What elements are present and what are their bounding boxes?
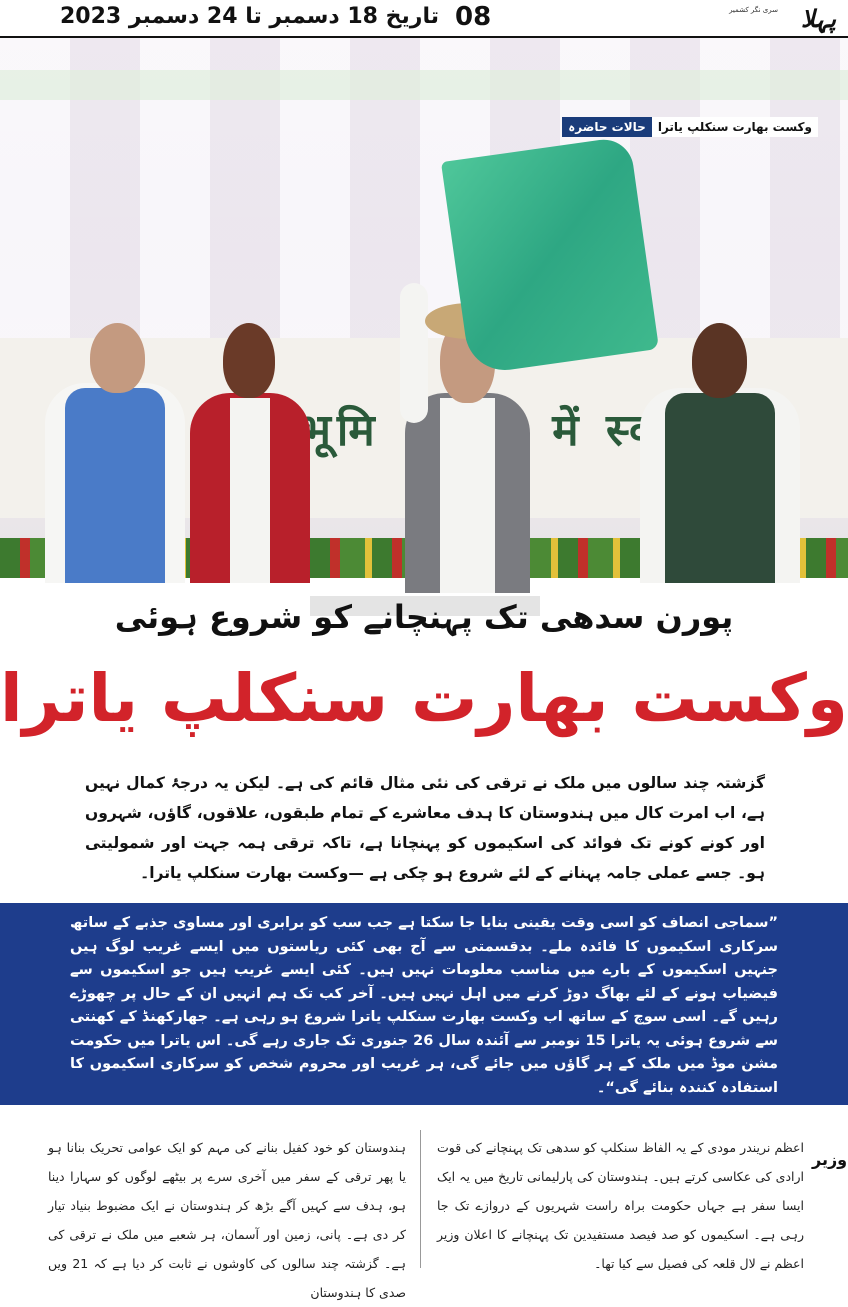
intro-paragraph: گزشتہ چند سالوں میں ملک نے ترقی کی نئی مثال قائم کی ہے۔ لیکن یہ درجۂ کمال نہیں ہے، اب امرت کال میں ہندوستان کا ہدف معاشرے کے تمام طبقوں، علاقوں، گاؤں، شہروں اور کونے کونے تک فوائد کی اسکیموں کو پہنچانا ہے، تاکہ ترقی ہمہ جہت اور شمولیتی ہو۔ جسے عملی جامہ پہنانے کے لئے شروع ہو چکی ہے —وکست بھارت سنکلپ یاترا۔	[85, 774, 765, 882]
section-label: حالات حاضرہ	[562, 117, 652, 137]
lead-word: وزیر	[812, 1150, 848, 1169]
body-column-left: ہندوستان کو خود کفیل بنانے کی مہم کو ایک عوامی تحریک بنانا ہو یا پھر ترقی کے سفر میں آخری سرے پر بیٹھے لوگوں کو سہارا دینا ہو، ہدف سے کہیں آگے بڑھ کر ہندوستان نے ایک مضبوط بنیاد تیار کر دی ہے۔ پانی، زمین اور آسمان، ہر شعبے میں ملک نے ترقی کی ہے۔ گزشتہ چند سالوں کی کاوشوں نے ثابت کر دیا ہے کہ 21 ویں صدی کا ہندوستان	[48, 1140, 406, 1300]
quote-text: ”سماجی انصاف کو اسی وقت یقینی بنایا جا سکتا ہے جب سب کو برابری اور مساوی جذبے کے ساتھ سرکاری اسکیموں کا فائدہ ملے۔ بدقسمتی سے آج بھی کئی ریاستوں میں ایسے غریب لوگ ہیں جنہیں اسکیموں کے بارے میں مناسب معلومات نہیں ہیں۔ کئی ایسے غریب ہیں جو اسکیموں سے فیضیاب ہونے کے لئے بھاگ دوڑ کرنے میں اہل نہیں ہیں۔ آخر کب تک ہم انہیں ان کے حال پر چھوڑے رہیں گے۔ اسی سوچ کے ساتھ اب وکست بھارت سنکلپ یاترا شروع ہو رہی ہے۔ جھارکھنڈ کے کھنتی سے شروع ہوئی یہ یاترا 15 نومبر سے آئندہ سال 26 جنوری تک جاری رہے گی۔ اس یاترا میں حکومت مشن موڈ میں ملک کے ہر گاؤں میں جائے گی، ہر غریب اور محروم شخص کو سرکاری اسکیموں کا استفادہ کنندہ بنائے گی“۔	[70, 915, 778, 1096]
headline: وکست بھارت سنکلپ یاترا	[0, 660, 848, 737]
publication-logo: پہلا	[800, 4, 836, 33]
green-flag	[441, 136, 659, 375]
person-red-jacket	[190, 323, 310, 583]
publication-subtitle: سری نگر کشمیر	[729, 6, 778, 14]
page-header	[0, 0, 848, 38]
backdrop-hindi-text: भूमि में	[300, 405, 585, 456]
subheadline: پورن سدھی تک پہنچانے کو شروع ہوئی	[114, 598, 734, 636]
backdrop-green-band	[0, 70, 848, 100]
category-tag	[562, 117, 818, 137]
column-divider	[420, 1130, 421, 1268]
body-column-right: اعظم نریندر مودی کے یہ الفاظ سنکلپ کو سدھی تک پہنچانے کی قوت ارادی کی عکاسی کرتے ہیں۔ ہندوستان کی پارلیمانی تاریخ میں یہ ایک ایسا سفر ہے جہاں حکومت براہ راست شہریوں کے دروازے تک جا رہی ہے۔ اسکیموں کو صد فیصد مستفیدین تک پہنچانے کا اعلان وزیر اعظم نے لال قلعہ کی فصیل سے کیا تھا۔	[437, 1140, 804, 1271]
topic-label: وکست بھارت سنکلپ یاترا	[652, 117, 818, 137]
person-right-green-jacket	[640, 323, 800, 583]
page-number: 08	[455, 2, 492, 32]
person-left-blue-jacket	[45, 323, 185, 583]
issue-date: تاریخ 18 دسمبر تا 24 دسمبر 2023	[60, 4, 439, 29]
